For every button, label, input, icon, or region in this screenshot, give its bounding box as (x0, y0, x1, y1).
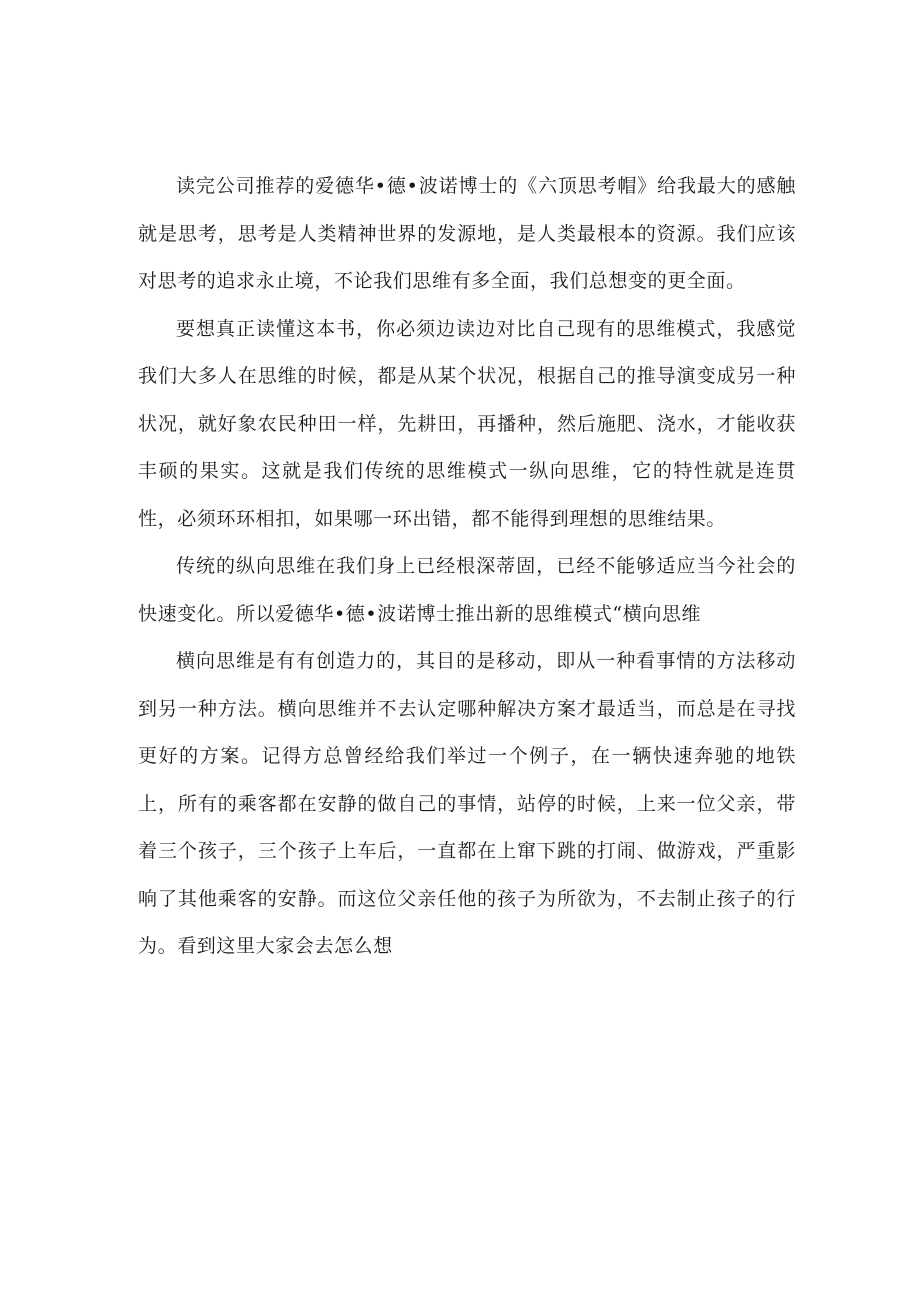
paragraph: 传统的纵向思维在我们身上已经根深蒂固，已经不能够适应当今社会的快速变化。所以爱德华•德•波诺博士推出新的思维模式“横向思维 (138, 555, 796, 625)
document-body (138, 163, 796, 971)
paragraph: 要想真正读懂这本书，你必须边读边对比自己现有的思维模式，我感觉我们大多人在思维的时候，都是从某个状况，根据自己的推导演变成另一种状况，就好象农民种田一样，先耕田，再播种，然后施肥、浇水，才能收获丰硕的果实。这就是我们传统的思维模式一纵向思维，它的特性就是连贯性，必须环环相扣，如果哪一环出错，都不能得到理想的思维结果。 (138, 317, 796, 530)
paragraph: 横向思维是有有创造力的，其目的是移动，即从一种看事情的方法移动到另一种方法。横向思维并不去认定哪种解决方案才最适当，而总是在寻找更好的方案。记得方总曾经给我们举过一个例子，在一辆快速奔驰的地铁上，所有的乘客都在安静的做自己的事情，站停的时候，上来一位父亲，带着三个孩子，三个孩子上车后，一直都在上窜下跳的打闹、做游戏，严重影响了其他乘客的安静。而这位父亲任他的孩子为所欲为，不去制止孩子的行为。看到这里大家会去怎么想 (138, 650, 796, 957)
paragraph: 读完公司推荐的爱德华•德•波诺博士的《六顶思考帽》给我最大的感触就是思考，思考是人类精神世界的发源地，是人类最根本的资源。我们应该对思考的追求永止境，不论我们思维有多全面，我们总想变的更全面。 (138, 175, 796, 292)
